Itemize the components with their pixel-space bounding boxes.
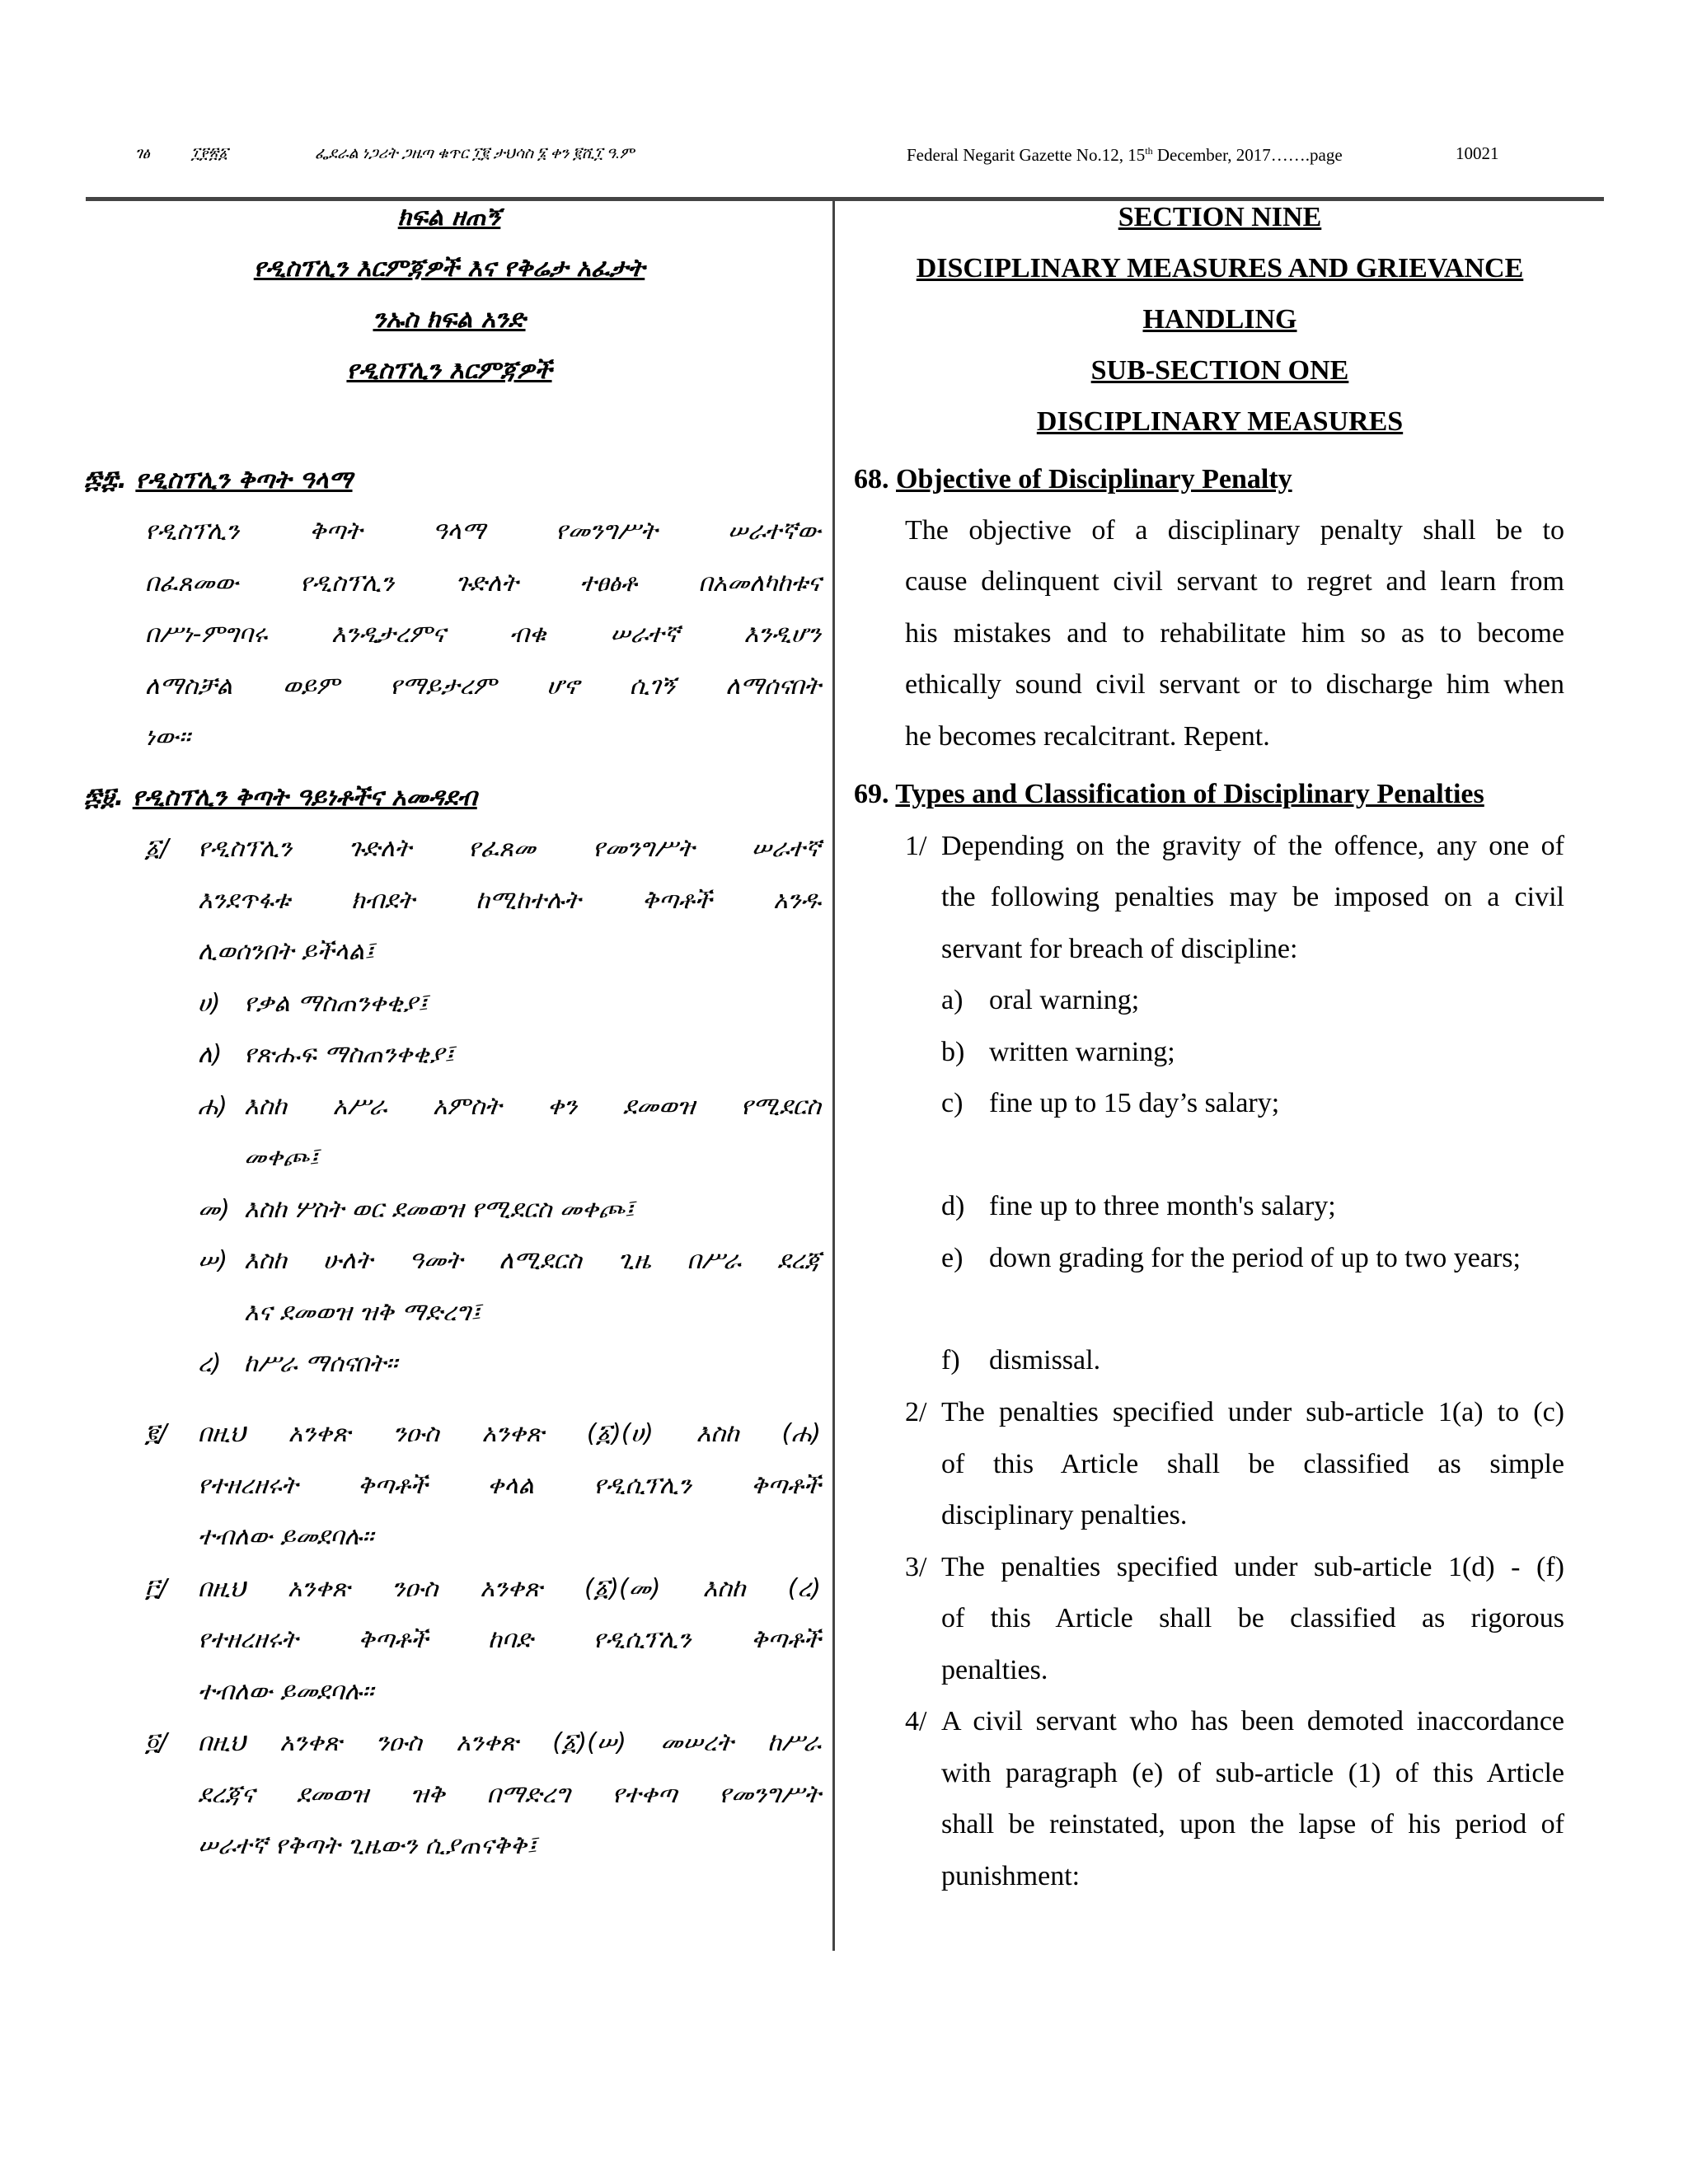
am-sub2-line: ተብለው ይመደባሉ፡፡ [198, 1522, 374, 1551]
am-item-label: መ) [198, 1195, 230, 1224]
am-art69-title: የዲስፕሊን ቅጣት ዓይነቶችና አመዳደብ [132, 783, 477, 812]
en-sub4-line: shall be reinstated, upon the lapse of his period of [941, 1809, 1564, 1840]
en-art69-heading [854, 779, 1484, 810]
am-section-title: ክፍል ዘጠኝ [397, 203, 501, 232]
en-sub4-line: A civil servant who has been demoted inaccordance [941, 1706, 1564, 1736]
en-art68-title: Objective of Disciplinary Penalty [896, 464, 1292, 494]
header-gazette-en-pre: Federal Negarit Gazette No.12, 15 [907, 145, 1146, 165]
am-art68-line: በፈጸመው የዲስፕሊን ጉድለት ተፀፅቶ በአመለካከቱና [145, 569, 821, 598]
am-art68-title: የዲስፕሊን ቅጣት ዓላማ [135, 466, 353, 494]
en-art68-line: The objective of a disciplinary penalty shall be to [905, 515, 1564, 546]
en-item-label: c) [941, 1088, 964, 1118]
am-item-text: እና ደመወዝ ዝቅ ማድረግ፤ [244, 1298, 481, 1327]
am-item-label: ለ) [198, 1040, 223, 1069]
am-item-label: ሐ) [198, 1092, 227, 1121]
en-item-text: fine up to three month's salary; [989, 1191, 1336, 1221]
am-sub1-line: ሊወሰንበት ይችላል፤ [198, 937, 375, 966]
en-item-text: down grading for the period of up to two years; [989, 1243, 1521, 1273]
en-item-text: oral warning; [989, 985, 1140, 1015]
header-page-number: 10021 [1456, 143, 1499, 163]
am-item-label: ሠ) [198, 1246, 228, 1275]
en-section-subtitle-2: HANDLING [1142, 304, 1297, 335]
am-subsection-subtitle: የዲስፕሊን እርምጃዎች [346, 356, 552, 385]
am-art68-line: በሥነ-ምግባሩ እንዲታረምና ብቁ ሠራተኛ እንዲሆን [145, 620, 821, 649]
am-sub4-line: ሠራተኛ የቅጣት ጊዜውን ሲያጠናቅቅ፤ [198, 1831, 537, 1860]
am-sub1-line: እንደጥፋቱ ክብደት ከሚከተሉት ቅጣቶች አንዱ [198, 886, 821, 915]
en-sub3-line: of this Article shall be classified as rigorous [941, 1603, 1564, 1633]
en-item-text: dismissal. [989, 1345, 1101, 1376]
am-item-label: ረ) [198, 1349, 222, 1378]
en-sub3-line: penalties. [941, 1655, 1048, 1685]
am-sub2-number: ፪/ [145, 1419, 167, 1448]
en-item-text: fine up to 15 day’s salary; [989, 1088, 1280, 1118]
header-gazette-am: ፌደራል ነጋሪት ጋዜጣ ቁጥር ፲፪ ታህሳስ ፮ ቀን ፪ሺ፲ ዓ.ም [315, 145, 635, 162]
en-item-label: b) [941, 1037, 965, 1067]
en-subsection-title: SUB-SECTION ONE [1090, 355, 1349, 386]
am-sub3-number: ፫/ [145, 1574, 167, 1603]
header-gazette-en-post: December, 2017…….page [1152, 145, 1343, 165]
en-sub1-line: the following penalties may be imposed on a civil [941, 882, 1564, 912]
am-art68-line: የዲስፕሊን ቅጣት ዓላማ የመንግሥት ሠራተኛው [145, 517, 821, 546]
am-item-text: እስከ ሦስት ወር ደመወዝ የሚደርስ መቀጮ፤ [244, 1195, 635, 1224]
am-section-subtitle: የዲስፕሊን እርምጃዎች እና የቅሬታ አፈታት [253, 254, 645, 283]
header-rule [86, 197, 1604, 201]
am-item-label: ሀ) [198, 989, 221, 1018]
am-subsection-title: ንኡስ ክፍል አንድ [373, 305, 526, 334]
am-sub4-line: በዚህ አንቀጽ ንዑስ አንቀጽ (፩)(ሠ) መሠረት ከሥራ [198, 1728, 821, 1757]
en-item-label: e) [941, 1243, 964, 1273]
en-sub2-line: of this Article shall be classified as simple [941, 1449, 1564, 1479]
en-art68-heading [854, 464, 1292, 495]
am-sub3-line: የተዘረዘሩት ቅጣቶች ከባድ የዲሲፕሊን ቅጣቶች [198, 1625, 821, 1654]
en-sub3-number: 3/ [905, 1552, 927, 1582]
en-sub1-line: servant for breach of discipline: [941, 934, 1298, 964]
am-art68-number: ፷፰. [84, 466, 127, 494]
en-sub4-line: with paragraph (e) of sub-article (1) of this Article [941, 1758, 1564, 1788]
am-sub4-number: ፬/ [145, 1728, 167, 1757]
am-art68-heading [84, 466, 353, 494]
en-item-text: written warning; [989, 1037, 1175, 1067]
am-art69-heading [84, 783, 477, 812]
am-sub2-line: የተዘረዘሩት ቅጣቶች ቀላል የዲሲፕሊን ቅጣቶች [198, 1471, 821, 1500]
en-sub1-number: 1/ [905, 831, 927, 861]
en-art68-number: 68. [854, 464, 889, 494]
am-sub2-line: በዚህ አንቀጽ ንዑስ አንቀጽ (፩)(ሀ) እስከ (ሐ) [198, 1419, 821, 1448]
en-sub2-number: 2/ [905, 1397, 927, 1427]
am-sub3-line: በዚህ አንቀጽ ንዑስ አንቀጽ (፩)(መ) እስከ (ረ) [198, 1574, 821, 1603]
en-item-label: d) [941, 1191, 965, 1221]
am-item-text: የቃል ማስጠንቀቂያ፤ [244, 989, 429, 1018]
header-page-number-am: ፲፻፳፩ [191, 145, 228, 162]
en-section-title: SECTION NINE [1118, 202, 1322, 232]
page-header [0, 145, 1688, 178]
en-item-label: f) [941, 1345, 960, 1376]
en-art69-number: 69. [854, 779, 889, 809]
am-item-text: መቀጮ፤ [244, 1143, 319, 1172]
en-section-subtitle-1: DISCIPLINARY MEASURES AND GRIEVANCE [916, 253, 1524, 284]
am-sub3-line: ተብለው ይመደባሉ፡፡ [198, 1677, 374, 1706]
header-gazette-en [907, 145, 1343, 166]
am-item-text: ከሥራ ማሰናበት፡፡ [244, 1349, 398, 1378]
am-art68-line: ለማስቻል ወይም የማይታረም ሆኖ ሲገኝ ለማሰናበት [145, 672, 821, 701]
en-sub4-line: punishment: [941, 1861, 1081, 1891]
en-sub2-line: disciplinary penalties. [941, 1500, 1188, 1530]
en-sub1-line: Depending on the gravity of the offence, any one of [941, 831, 1564, 861]
en-art68-line: ethically sound civil servant or to discharge him when [905, 669, 1564, 700]
am-item-text: እስከ ሁለት ዓመት ለሚደርስ ጊዜ በሥራ ደረጃ [244, 1246, 821, 1275]
en-art69-title: Types and Classification of Disciplinary Penalties [895, 779, 1484, 809]
en-art68-line: he becomes recalcitrant. Repent. [905, 721, 1270, 752]
am-art69-number: ፷፱. [84, 783, 124, 812]
am-sub1-line: የዲስፕሊን ጉድለት የፈጸመ የመንግሥት ሠራተኛ [198, 834, 821, 863]
am-art68-line: ነው፡፡ [145, 723, 190, 752]
en-item-label: a) [941, 985, 964, 1015]
am-item-text: የጽሑፍ ማስጠንቀቂያ፤ [244, 1040, 455, 1069]
am-item-text: እስከ አሥራ አምስት ቀን ደመወዝ የሚደርስ [244, 1092, 821, 1121]
en-sub4-number: 4/ [905, 1706, 927, 1736]
am-sub4-line: ደረጃና ደመወዝ ዝቅ በማድረግ የተቀጣ የመንግሥት [198, 1780, 821, 1809]
am-sub1-number: ፩/ [145, 834, 169, 863]
header-gazette-en-sup: th [1145, 145, 1153, 157]
header-page-label-am: ገፅ [135, 145, 150, 162]
en-sub2-line: The penalties specified under sub-article 1(a) to (c) [941, 1397, 1564, 1427]
en-art68-line: cause delinquent civil servant to regret and learn from [905, 566, 1564, 597]
en-subsection-subtitle: DISCIPLINARY MEASURES [1036, 406, 1404, 437]
en-sub3-line: The penalties specified under sub-article 1(d) - (f) [941, 1552, 1564, 1582]
en-art68-line: his mistakes and to rehabilitate him so as to become [905, 618, 1564, 649]
column-divider [832, 201, 835, 1951]
